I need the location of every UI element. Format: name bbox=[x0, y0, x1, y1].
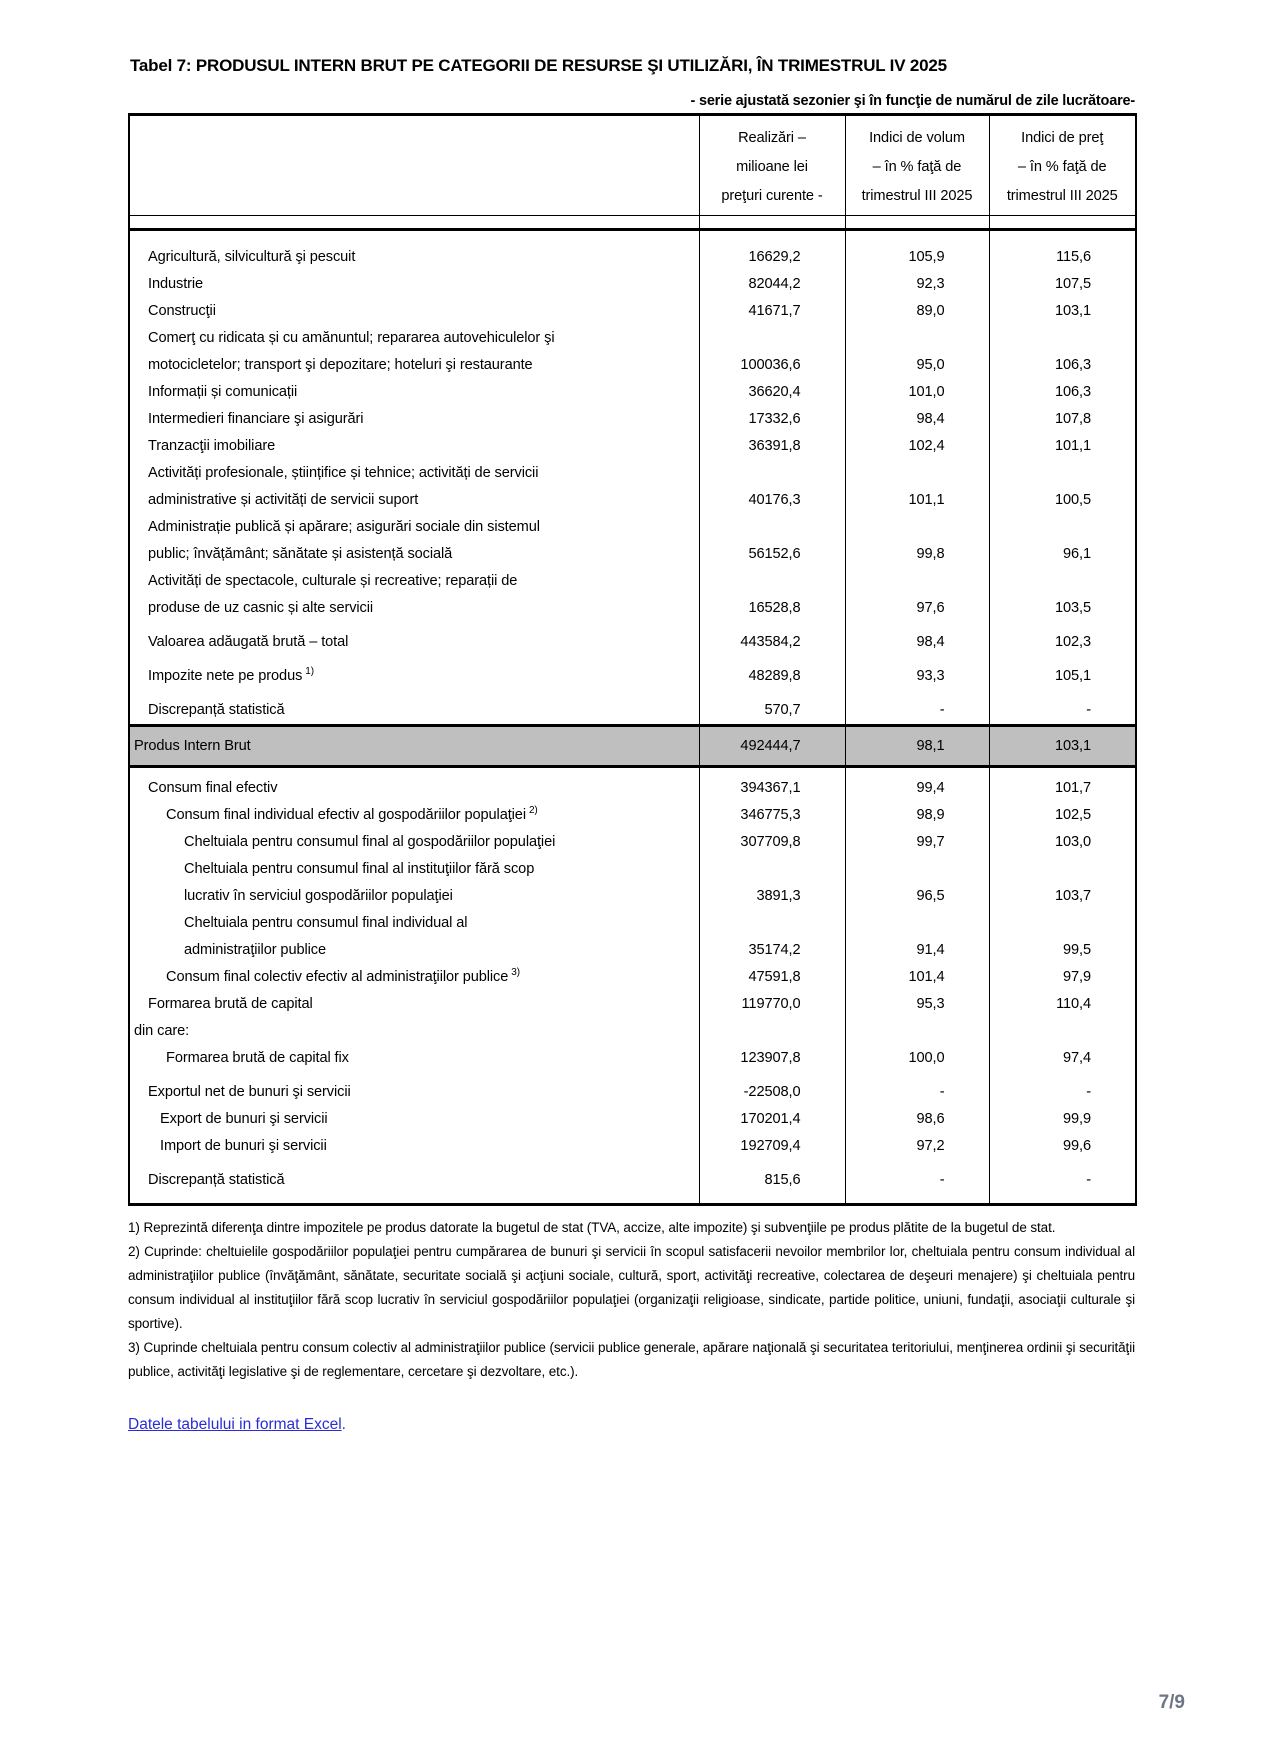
gdp-total-value: 103,1 bbox=[989, 726, 1136, 767]
table-row bbox=[129, 829, 1136, 856]
column-header-line: Realizări – bbox=[738, 130, 806, 146]
cell-value: 101,0 bbox=[845, 379, 989, 406]
cell-value: 97,9 bbox=[989, 964, 1136, 991]
cell-value: 101,1 bbox=[989, 433, 1136, 460]
row-label bbox=[129, 379, 699, 406]
row-label bbox=[129, 325, 699, 379]
excel-download-link[interactable]: Datele tabelului in format Excel bbox=[128, 1416, 342, 1433]
row-label bbox=[129, 1160, 699, 1205]
cell-value: 92,3 bbox=[845, 271, 989, 298]
table-row bbox=[129, 1045, 1136, 1072]
column-header-line: trimestrul III 2025 bbox=[861, 188, 973, 204]
table-row bbox=[129, 325, 1136, 379]
row-label-line: Intermedieri financiare şi asigurări bbox=[148, 411, 364, 427]
row-label-line: Impozite nete pe produs $^{1)}$ bbox=[148, 666, 314, 684]
cell-value: 95,0 bbox=[845, 325, 989, 379]
cell-value: 307709,8 bbox=[699, 829, 845, 856]
cell-value: 97,6 bbox=[845, 568, 989, 622]
row-label-line: Discrepanță statistică bbox=[148, 702, 285, 718]
row-label bbox=[129, 1133, 699, 1160]
row-label bbox=[129, 1045, 699, 1072]
footnotes bbox=[128, 1216, 1135, 1384]
row-label-line: Tranzacţii imobiliare bbox=[148, 438, 276, 454]
row-label bbox=[129, 656, 699, 690]
cell-value bbox=[989, 1018, 1136, 1045]
column-header-line: – în % faţă de bbox=[1017, 159, 1107, 175]
table-row bbox=[129, 514, 1136, 568]
cell-value: 36620,4 bbox=[699, 379, 845, 406]
cell-value: 119770,0 bbox=[699, 991, 845, 1018]
row-label bbox=[129, 230, 699, 272]
footnote: 1) Reprezintă diferenţa dintre impozitele pe produs datorate la bugetul de stat (TVA, accize, alte impozite) şi subvenţiile pe produs plătite de la bugetul de stat. bbox=[128, 1220, 1056, 1235]
cell-value: 815,6 bbox=[699, 1160, 845, 1205]
row-label bbox=[129, 1018, 699, 1045]
gdp-total-value: 98,1 bbox=[845, 726, 989, 767]
row-label-line: Administrație publică și apărare; asigurări sociale din sistemul bbox=[148, 519, 540, 535]
column-header-line: milioane lei bbox=[736, 159, 808, 175]
corner-cell bbox=[129, 115, 699, 216]
table-row bbox=[129, 802, 1136, 829]
cell-value: 98,6 bbox=[845, 1106, 989, 1133]
table-row bbox=[129, 568, 1136, 622]
footnote-marker: 1) bbox=[305, 666, 314, 678]
row-label-line: administrative și activități de servicii suport bbox=[148, 492, 419, 508]
row-label-line: Agricultură, silvicultură şi pescuit bbox=[148, 249, 356, 265]
header-row bbox=[129, 115, 1136, 216]
spacer-cell bbox=[845, 216, 989, 230]
cell-value: 443584,2 bbox=[699, 622, 845, 656]
row-label bbox=[129, 690, 699, 726]
cell-value: 106,3 bbox=[989, 379, 1136, 406]
footnote-marker: 3) bbox=[511, 967, 520, 979]
cell-value: 98,4 bbox=[845, 406, 989, 433]
page-number: 7/9 bbox=[1158, 1692, 1185, 1713]
row-label-line: Industrie bbox=[148, 276, 204, 292]
row-label-line: Formarea brută de capital fix bbox=[166, 1050, 349, 1066]
cell-value: 394367,1 bbox=[699, 767, 845, 803]
row-label-line: Discrepanță statistică bbox=[148, 1172, 285, 1188]
cell-value: 102,4 bbox=[845, 433, 989, 460]
cell-value: 106,3 bbox=[989, 325, 1136, 379]
row-label-line: Cheltuiala pentru consumul final al instituţiilor fără scop bbox=[184, 861, 535, 877]
cell-value: 35174,2 bbox=[699, 910, 845, 964]
row-label bbox=[129, 802, 699, 829]
gdp-total-row bbox=[129, 726, 1136, 767]
gdp-table bbox=[128, 113, 1137, 1206]
table-subtitle: - serie ajustată sezonier şi în funcţie de numărul de zile lucrătoare- bbox=[690, 93, 1135, 109]
cell-value bbox=[845, 1018, 989, 1045]
spacer-cell bbox=[129, 216, 699, 230]
cell-value: 97,4 bbox=[989, 1045, 1136, 1072]
row-label-line: Comerţ cu ridicata și cu amănuntul; repararea autovehiculelor şi bbox=[148, 330, 555, 346]
table-row bbox=[129, 406, 1136, 433]
cell-value: - bbox=[989, 1160, 1136, 1205]
row-label-line: motocicletelor; transport şi depozitare; hoteluri şi restaurante bbox=[148, 357, 533, 373]
table-row bbox=[129, 1133, 1136, 1160]
row-label-line: public; învățământ; sănătate și asistență socială bbox=[148, 546, 453, 562]
cell-value: 100,0 bbox=[845, 1045, 989, 1072]
spacer-cell bbox=[699, 216, 845, 230]
row-label bbox=[129, 298, 699, 325]
cell-value: 16528,8 bbox=[699, 568, 845, 622]
cell-value: 101,4 bbox=[845, 964, 989, 991]
cell-value: 3891,3 bbox=[699, 856, 845, 910]
cell-value: 110,4 bbox=[989, 991, 1136, 1018]
table-row bbox=[129, 656, 1136, 690]
table-row bbox=[129, 991, 1136, 1018]
row-label-line: Formarea brută de capital bbox=[148, 996, 313, 1012]
cell-value: - bbox=[989, 690, 1136, 726]
column-header-0 bbox=[699, 115, 845, 216]
page-title: Tabel 7: PRODUSUL INTERN BRUT PE CATEGORII DE RESURSE ŞI UTILIZĂRI, ÎN TRIMESTRUL IV 2025 bbox=[130, 56, 947, 75]
cell-value: 16629,2 bbox=[699, 230, 845, 272]
cell-value: 100036,6 bbox=[699, 325, 845, 379]
cell-value: 99,4 bbox=[845, 767, 989, 803]
cell-value: 103,7 bbox=[989, 856, 1136, 910]
row-label-line: Valoarea adăugată brută – total bbox=[148, 634, 349, 650]
cell-value: 40176,3 bbox=[699, 460, 845, 514]
cell-value: - bbox=[845, 690, 989, 726]
cell-value: 105,9 bbox=[845, 230, 989, 272]
column-header-line: trimestrul III 2025 bbox=[1006, 188, 1118, 204]
excel-link-period: . bbox=[341, 1416, 346, 1433]
cell-value: 103,0 bbox=[989, 829, 1136, 856]
row-label bbox=[129, 1106, 699, 1133]
cell-value: 105,1 bbox=[989, 656, 1136, 690]
row-label bbox=[129, 460, 699, 514]
row-label bbox=[129, 406, 699, 433]
row-label-line: Consum final individual efectiv al gospodăriilor populaţiei $^{2)}$ bbox=[166, 805, 538, 823]
cell-value: -22508,0 bbox=[699, 1072, 845, 1106]
table-row bbox=[129, 856, 1136, 910]
cell-value: 97,2 bbox=[845, 1133, 989, 1160]
row-label bbox=[129, 829, 699, 856]
cell-value: 101,7 bbox=[989, 767, 1136, 803]
document-content bbox=[128, 56, 1135, 1434]
row-label-line: Informații și comunicații bbox=[148, 384, 298, 400]
cell-value: 48289,8 bbox=[699, 656, 845, 690]
gdp-total-value: 492444,7 bbox=[699, 726, 845, 767]
gdp-table-header bbox=[129, 115, 1136, 230]
cell-value bbox=[699, 1018, 845, 1045]
cell-value: 99,7 bbox=[845, 829, 989, 856]
cell-value: 103,1 bbox=[989, 298, 1136, 325]
cell-value: 99,9 bbox=[989, 1106, 1136, 1133]
row-label-line: lucrativ în serviciul gospodăriilor populaţiei bbox=[184, 888, 453, 904]
cell-value: 346775,3 bbox=[699, 802, 845, 829]
table-row bbox=[129, 767, 1136, 803]
row-label-line: Export de bunuri şi servicii bbox=[160, 1111, 328, 1127]
column-header-line: Indici de volum bbox=[869, 130, 965, 146]
gdp-table-body bbox=[129, 230, 1136, 1205]
cell-value: - bbox=[989, 1072, 1136, 1106]
row-label bbox=[129, 767, 699, 803]
cell-value: 41671,7 bbox=[699, 298, 845, 325]
row-label bbox=[129, 433, 699, 460]
cell-value: 98,9 bbox=[845, 802, 989, 829]
row-label-line: Import de bunuri şi servicii bbox=[160, 1138, 327, 1154]
row-label bbox=[129, 856, 699, 910]
column-header-line: preţuri curente - bbox=[721, 188, 823, 204]
cell-value: 99,6 bbox=[989, 1133, 1136, 1160]
cell-value: 101,1 bbox=[845, 460, 989, 514]
column-header-2 bbox=[989, 115, 1136, 216]
table-row bbox=[129, 1106, 1136, 1133]
table-row bbox=[129, 433, 1136, 460]
row-label bbox=[129, 910, 699, 964]
cell-value: 100,5 bbox=[989, 460, 1136, 514]
excel-link-row bbox=[128, 1416, 1135, 1434]
column-header-line: Indici de preţ bbox=[1021, 130, 1104, 146]
column-header-1 bbox=[845, 115, 989, 216]
table-row bbox=[129, 1018, 1136, 1045]
row-label bbox=[129, 964, 699, 991]
header-spacer-row bbox=[129, 216, 1136, 230]
cell-value: 115,6 bbox=[989, 230, 1136, 272]
table-row bbox=[129, 622, 1136, 656]
cell-value: 99,8 bbox=[845, 514, 989, 568]
cell-value: 123907,8 bbox=[699, 1045, 845, 1072]
cell-value: 570,7 bbox=[699, 690, 845, 726]
cell-value: 102,5 bbox=[989, 802, 1136, 829]
cell-value: 47591,8 bbox=[699, 964, 845, 991]
row-label bbox=[129, 1072, 699, 1106]
row-label-line: Activități profesionale, științifice și tehnice; activități de servicii bbox=[148, 465, 539, 481]
row-label-line: produse de uz casnic și alte servicii bbox=[148, 600, 374, 616]
table-row bbox=[129, 1072, 1136, 1106]
cell-value: 17332,6 bbox=[699, 406, 845, 433]
row-label-line: Construcţii bbox=[148, 303, 216, 319]
table-row bbox=[129, 379, 1136, 406]
table-row bbox=[129, 1160, 1136, 1205]
gdp-total-label: Produs Intern Brut bbox=[129, 726, 699, 767]
column-header-line: – în % faţă de bbox=[872, 159, 962, 175]
cell-value: 192709,4 bbox=[699, 1133, 845, 1160]
row-label bbox=[129, 991, 699, 1018]
cell-value: 95,3 bbox=[845, 991, 989, 1018]
table-row bbox=[129, 271, 1136, 298]
table-row bbox=[129, 298, 1136, 325]
row-label bbox=[129, 271, 699, 298]
footnote: 3) Cuprinde cheltuiala pentru consum colectiv al administraţiilor publice (servicii publice generale, apărare naţională şi securitatea teritoriului, menţinerea ordinii şi securităţii publice, activităţi legislative şi de reglementare, cercetare şi dezvoltare, etc.). bbox=[128, 1340, 1135, 1379]
table-row bbox=[129, 910, 1136, 964]
row-label-line: Consum final colectiv efectiv al administraţiilor publice $^{3)}$ bbox=[166, 967, 520, 985]
row-label bbox=[129, 622, 699, 656]
cell-value: 107,8 bbox=[989, 406, 1136, 433]
row-label-line: Exportul net de bunuri şi servicii bbox=[148, 1084, 351, 1100]
cell-value: 99,5 bbox=[989, 910, 1136, 964]
cell-value: 170201,4 bbox=[699, 1106, 845, 1133]
cell-value: 102,3 bbox=[989, 622, 1136, 656]
row-label-line: Cheltuiala pentru consumul final individual al bbox=[184, 915, 468, 931]
cell-value: 107,5 bbox=[989, 271, 1136, 298]
cell-value: 96,5 bbox=[845, 856, 989, 910]
cell-value: - bbox=[845, 1160, 989, 1205]
table-row bbox=[129, 230, 1136, 272]
cell-value: 93,3 bbox=[845, 656, 989, 690]
row-label-line: administraţiilor publice bbox=[184, 942, 326, 958]
footnote: 2) Cuprinde: cheltuielile gospodăriilor populaţiei pentru cumpărarea de bunuri şi servicii în scopul satisfacerii nevoilor membrilor lor, cheltuiala pentru consum individual al administraţiilor publice (învăţământ, sănătate, securitate socială şi acţiuni sociale, cultură, sport, activităţi recreative, colectarea de deşeuri menajere) şi cheltuiala pentru consum individual al instituţiilor fără scop lucrativ în serviciul gospodăriilor populaţiei (organizaţii religioase, sindicate, partide politice, uniuni, fundaţii, asociaţii culturale şi sportive). bbox=[128, 1244, 1135, 1331]
cell-value: 36391,8 bbox=[699, 433, 845, 460]
spacer-cell bbox=[989, 216, 1136, 230]
cell-value: 89,0 bbox=[845, 298, 989, 325]
cell-value: 96,1 bbox=[989, 514, 1136, 568]
cell-value: - bbox=[845, 1072, 989, 1106]
row-label-line: Consum final efectiv bbox=[148, 780, 278, 796]
row-label-line: din care: bbox=[134, 1023, 190, 1039]
row-label-line: Cheltuiala pentru consumul final al gospodăriilor populaţiei bbox=[184, 834, 556, 850]
cell-value: 103,5 bbox=[989, 568, 1136, 622]
cell-value: 91,4 bbox=[845, 910, 989, 964]
footnote-marker: 2) bbox=[528, 805, 538, 817]
row-label bbox=[129, 514, 699, 568]
cell-value: 82044,2 bbox=[699, 271, 845, 298]
cell-value: 98,4 bbox=[845, 622, 989, 656]
cell-value: 56152,6 bbox=[699, 514, 845, 568]
table-row bbox=[129, 460, 1136, 514]
row-label-line: Activități de spectacole, culturale și recreative; reparații de bbox=[148, 573, 518, 589]
table-row bbox=[129, 964, 1136, 991]
row-label bbox=[129, 568, 699, 622]
table-row bbox=[129, 690, 1136, 726]
